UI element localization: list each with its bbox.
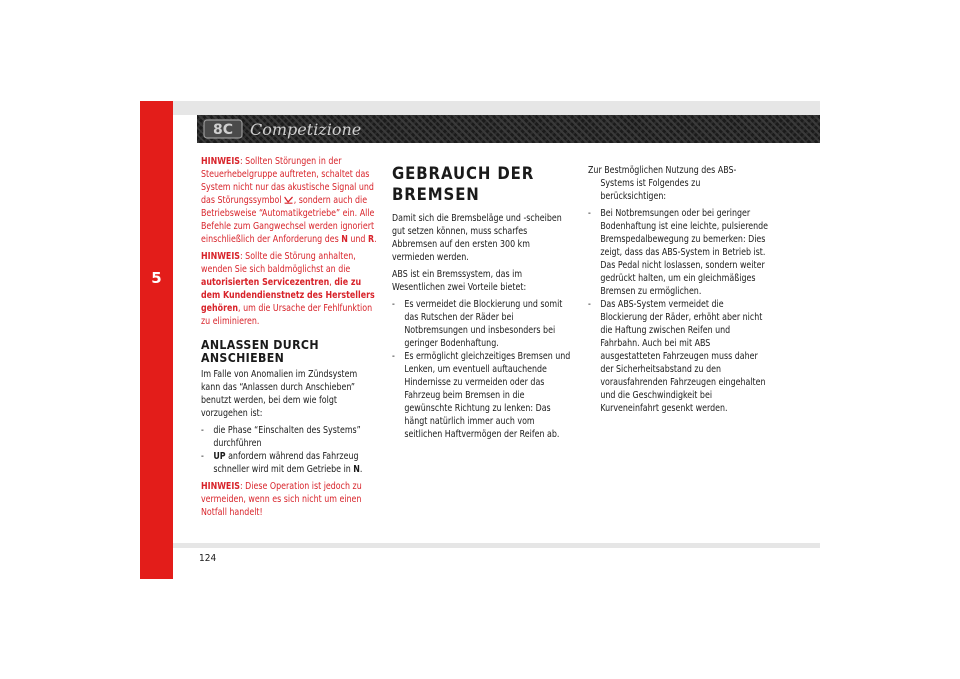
brand-logo — [200, 117, 385, 141]
push-start-steps — [201, 424, 377, 476]
section-title-push-start: ANLASSEN DURCH ANSCHIEBEN — [201, 337, 319, 365]
top-band — [173, 101, 820, 115]
chapter-number: 5 — [151, 269, 162, 287]
right-column — [588, 164, 768, 419]
brakes-bedding-paragraph: Damit sich die Bremsbeläge und -scheiben gut setzen können, muss scharfes Abbremsen auf den ersten 300 km vermieden werden. — [392, 213, 562, 263]
gearbox-warning-icon — [284, 196, 294, 204]
list-item: - Das ABS-System vermeidet die Blockierung der Räder, erhöht aber nicht die Haftung zwischen Reifen und Fahrbahn. Auch bei mit ABS ausgestatteten Fahrzeugen muss daher der Sicherheitsabstand zu den vorausfahrenden Fahrzeugen eingehalten und die Geschwindigkeit bei Kurveneinfahrt gesenkt werden. — [588, 298, 768, 415]
page-number: 124 — [199, 553, 217, 564]
list-item: - Bei Notbremsungen oder bei geringer Bodenhaftung ist eine leichte, pulsierende Bremspedalbewegung zu bemerken: Dies zeigt, dass das ABS-System in Betrieb ist. Das Pedal nicht loslassen, sondern weiter gedrückt halten, um ein gleichmäßiges Bremsen zu ermöglichen. — [588, 207, 768, 298]
section-title-brakes: GEBRAUCH DER BREMSEN — [392, 164, 535, 205]
list-item: - Es ermöglicht gleichzeitiges Bremsen und Lenken, um eventuell auftauchende Hindernisse zu vermeiden oder das Fahrzeug beim Bremsen in die gewünschte Richtung zu lenken: Das hängt natürlich immer auch vom seitlichen Haftvermögen der Reifen ab. — [392, 350, 571, 441]
note-gearbox-fault: HINWEIS: Sollten Störungen in der Steuerhebelgruppe auftreten, schaltet das System nicht nur das akustische Signal und das Störungssymbol , sondern auch die Betriebsweise “Automatikgetriebe” ein. Alle Befehle zum Gangwechsel werden ignoriert einschließlich der Anforderung des N und R. — [201, 156, 377, 245]
left-column — [201, 155, 377, 523]
note-service-center: HINWEIS: Sollte die Störung anhalten, wenden Sie sich baldmöglichst an die autorisierten Servicezentren, die zu dem Kundendienstnetz des Herstellers gehören, um die Ursache der Fehlfunktion zu eliminieren. — [201, 251, 375, 327]
svg-text:8C: 8C — [212, 122, 234, 138]
svg-text:Competizione: Competizione — [250, 120, 362, 139]
abs-advantages-list — [392, 298, 571, 441]
list-item: - Es vermeidet die Blockierung und somit das Rutschen der Räder bei Notbremsungen und insbesonders bei geringer Bodenhaftung. — [392, 298, 571, 350]
note-emergency-only: HINWEIS: Diese Operation ist jedoch zu vermeiden, wenn es sich nicht um einen Notfall handelt! — [201, 481, 362, 518]
bottom-band — [173, 543, 820, 548]
abs-intro-paragraph: ABS ist ein Bremssystem, das im Wesentlichen zwei Vorteile bietet: — [392, 269, 527, 293]
middle-column — [392, 164, 571, 445]
abs-usage-list — [588, 207, 768, 415]
abs-usage-intro: Zur Bestmöglichen Nutzung des ABS-Systems ist Folgendes zu berücksichtigen: — [588, 165, 737, 202]
chapter-tab — [140, 101, 173, 579]
list-item: - UP anfordern während das Fahrzeug schneller wird mit dem Getriebe in N. — [201, 450, 377, 476]
push-start-intro: Im Falle von Anomalien im Zündsystem kann das “Anlassen durch Anschieben” benutzt werden, bei dem wie folgt vorzugehen ist: — [201, 369, 358, 419]
list-item: - die Phase “Einschalten des Systems” durchführen — [201, 424, 377, 450]
